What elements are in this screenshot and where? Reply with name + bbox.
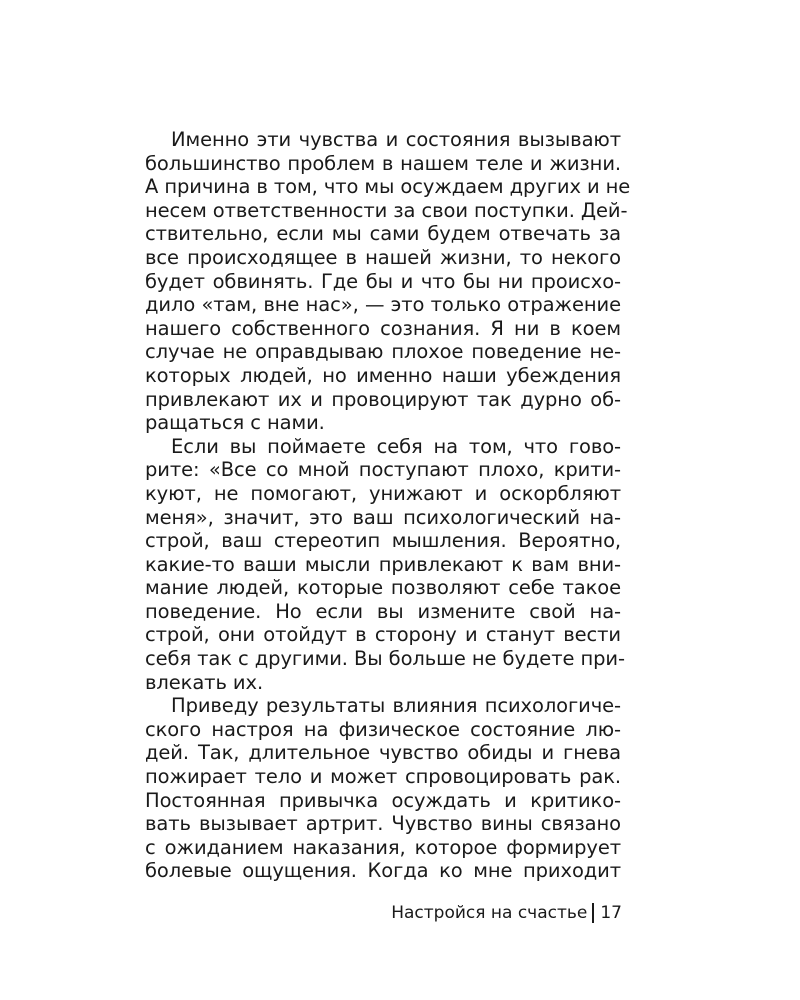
text-line: Именно эти чувства и состояния вызывают xyxy=(171,128,621,151)
text-line: будет обвинять. Где бы и что бы ни происхо- xyxy=(145,269,621,293)
text-line: мание людей, которые позволяют себе такое xyxy=(145,576,621,600)
text-line: случае не оправдываю плохое поведение не- xyxy=(145,340,621,364)
text-line: которых людей, но именно наши убеждения xyxy=(145,363,621,387)
text-line: все происходящее в нашей жизни, то некого xyxy=(145,245,621,269)
text-line: строй, они отойдут в сторону и станут вести xyxy=(145,623,621,647)
paragraph-3 xyxy=(145,694,621,883)
text-line: нашего собственного сознания. Я ни в коем xyxy=(145,316,621,340)
text-line: куют, не помогают, унижают и оскорбляют xyxy=(145,481,621,505)
text-line: А причина в том, что мы осуждаем других и не xyxy=(145,175,631,199)
text-line: пожирает тело и может спровоцировать рак. xyxy=(145,765,621,789)
text-line: большинство проблем в нашем теле и жизни. xyxy=(145,151,621,175)
text-line: какие-то ваши мысли привлекают к вам вни- xyxy=(145,552,621,576)
text-line: ствительно, если мы сами будем отвечать за xyxy=(145,222,621,246)
text-line: ращаться с нами. xyxy=(145,411,325,435)
page-footer xyxy=(391,902,622,924)
text-line: вать вызывает артрит. Чувство вины связано xyxy=(145,812,621,836)
text-line: влекать их. xyxy=(145,670,264,694)
text-line: с ожиданием наказания, которое формирует xyxy=(145,835,621,859)
text-line: несем ответственности за свои поступки. Дей- xyxy=(145,198,628,222)
text-line: меня», значит, это ваш психологический на- xyxy=(145,505,621,529)
text-line: привлекают их и провоцируют так дурно об- xyxy=(145,387,621,411)
paragraph-2 xyxy=(145,434,625,695)
text-line: дей. Так, длительное чувство обиды и гнева xyxy=(145,741,621,765)
text-line: Если вы поймаете себя на том, что гово- xyxy=(171,434,621,458)
text-line: Постоянная привычка осуждать и критико- xyxy=(145,788,621,812)
paragraph-1 xyxy=(145,128,631,435)
text-line: строй, ваш стереотип мышления. Вероятно, xyxy=(145,529,621,553)
running-title: Настройся на счастье xyxy=(391,903,588,923)
text-line: себя так с другими. Вы больше не будете при- xyxy=(145,647,625,671)
text-line: Приведу результаты влияния психологиче- xyxy=(171,694,621,718)
footer-divider xyxy=(592,903,594,923)
text-line: поведение. Но если вы измените свой на- xyxy=(145,599,621,623)
page-number: 17 xyxy=(600,903,622,923)
page-body xyxy=(145,128,631,883)
text-line: дило «там, вне нас», — это только отражение xyxy=(145,293,621,317)
text-line: болевые ощущения. Когда ко мне приходит xyxy=(145,859,621,883)
text-line: ского настроя на физическое состояние лю- xyxy=(145,717,621,741)
text-line: рите: «Все со мной поступают плохо, крити- xyxy=(145,458,621,482)
